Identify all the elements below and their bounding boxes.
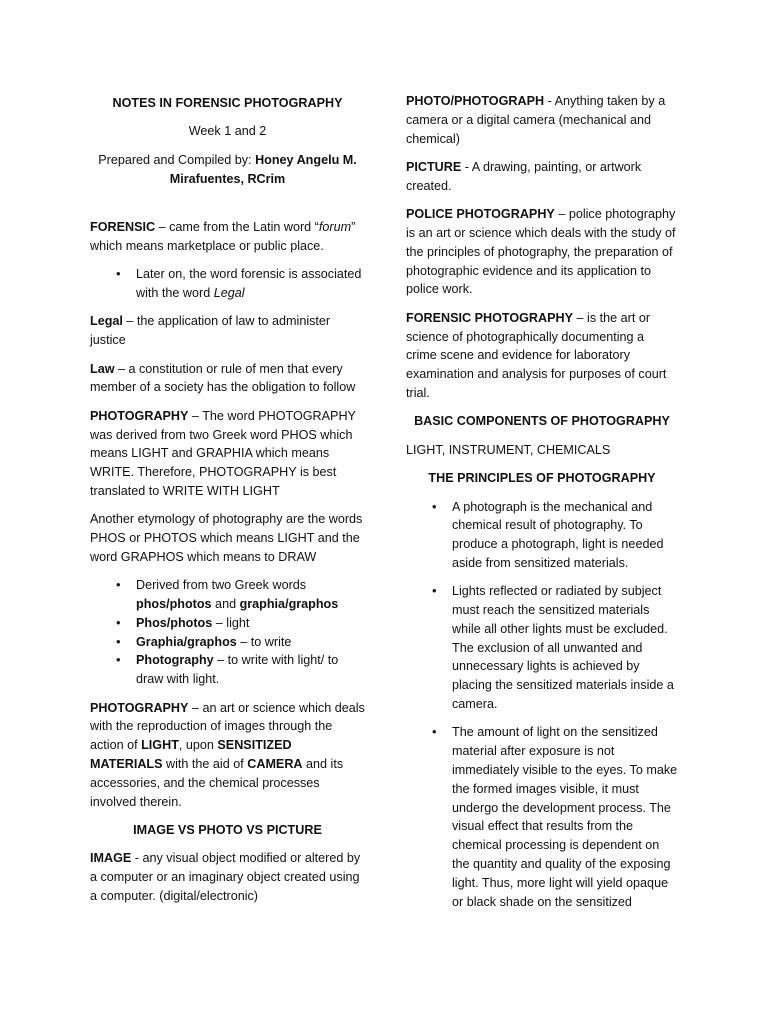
principles-list [406,498,678,912]
list-item: • Phos/photos – light [136,614,365,633]
basic-components-heading: BASIC COMPONENTS OF PHOTOGRAPHY [414,414,670,429]
police-photography-definition: POLICE PHOTOGRAPHY – police photography is an art or science which deals with the study of the principles of photography, the preparation of photographic evidence and its application to police work. [406,207,676,297]
author-line: Prepared and Compiled by: Honey Angelu M. Mirafuentes, RCrim [98,152,357,186]
left-column [90,92,365,915]
photo-definition: PHOTO/PHOTOGRAPH - Anything taken by a camera or a digital camera (mechanical and chemical) [406,94,666,146]
image-vs-heading: IMAGE VS PHOTO VS PICTURE [133,823,322,838]
list-item: • Later on, the word forensic is associated with the word Legal [136,265,365,303]
list-item: • The amount of light on the sensitized material after exposure is not immediately visible to the eyes. To make the formed images visible, it must undergo the development process. The visual effect that results from the chemical processing is dependent on the quantity and quality of the exposing light. Thus, more light will yield opaque or black shade on the sensitized [452,723,678,911]
document-title: NOTES IN FORENSIC PHOTOGRAPHY [112,96,343,110]
right-column [406,92,678,921]
image-definition: IMAGE - any visual object modified or altered by a computer or an imaginary object created using a computer. (digital/electronic) [90,851,361,904]
photography-etymology: PHOTOGRAPHY – The word PHOTOGRAPHY was derived from two Greek word PHOS which means LIGHT and GRAPHIA which means WRITE. Therefore, PHOTOGRAPHY is best translated to WRITE WITH LIGHT [90,408,356,498]
principles-heading: THE PRINCIPLES OF PHOTOGRAPHY [428,471,656,486]
legal-bullet-list [90,265,365,303]
list-item: • Photography – to write with light/ to draw with light. [136,651,365,689]
legal-definition: Legal – the application of law to administer justice [90,314,331,348]
picture-definition: PICTURE - A drawing, painting, or artwork created. [406,159,642,193]
week-label: Week 1 and 2 [188,124,267,139]
list-item: • Lights reflected or radiated by subject must reach the sensitized materials while all other lights must be excluded. The exclusion of all unwanted and unnecessary lights is achieved by placing the sensitized materials inside a camera. [452,582,678,714]
forensic-photography-definition: FORENSIC PHOTOGRAPHY – is the art or science of photographically documenting a crime scene and evidence for laboratory examination and analysis for purposes of court trial. [406,310,667,400]
photography-definition: PHOTOGRAPHY – an art or science which deals with the reproduction of images through the action of LIGHT, upon SENSITIZED MATERIALS with the aid of CAMERA and its accessories, and the chemical processes involved therein. [90,700,365,809]
author-name: Honey Angelu M. Mirafuentes, RCrim [169,152,357,186]
list-item: • Derived from two Greek words phos/photos and graphia/graphos [136,576,365,614]
greek-words-list [90,576,365,689]
etymology-paragraph: Another etymology of photography are the words PHOS or PHOTOS which means LIGHT and the word GRAPHOS which means to DRAW [90,512,363,564]
law-definition: Law – a constitution or rule of men that every member of a society has the obligation to follow [90,361,356,395]
forensic-definition: FORENSIC – came from the Latin word “forum” which means marketplace or public place. [90,219,356,253]
list-item: • Graphia/graphos – to write [136,633,365,652]
list-item: • A photograph is the mechanical and chemical result of photography. To produce a photograph, light is needed aside from sensitized materials. [452,498,678,573]
components-list: LIGHT, INSTRUMENT, CHEMICALS [406,442,611,457]
